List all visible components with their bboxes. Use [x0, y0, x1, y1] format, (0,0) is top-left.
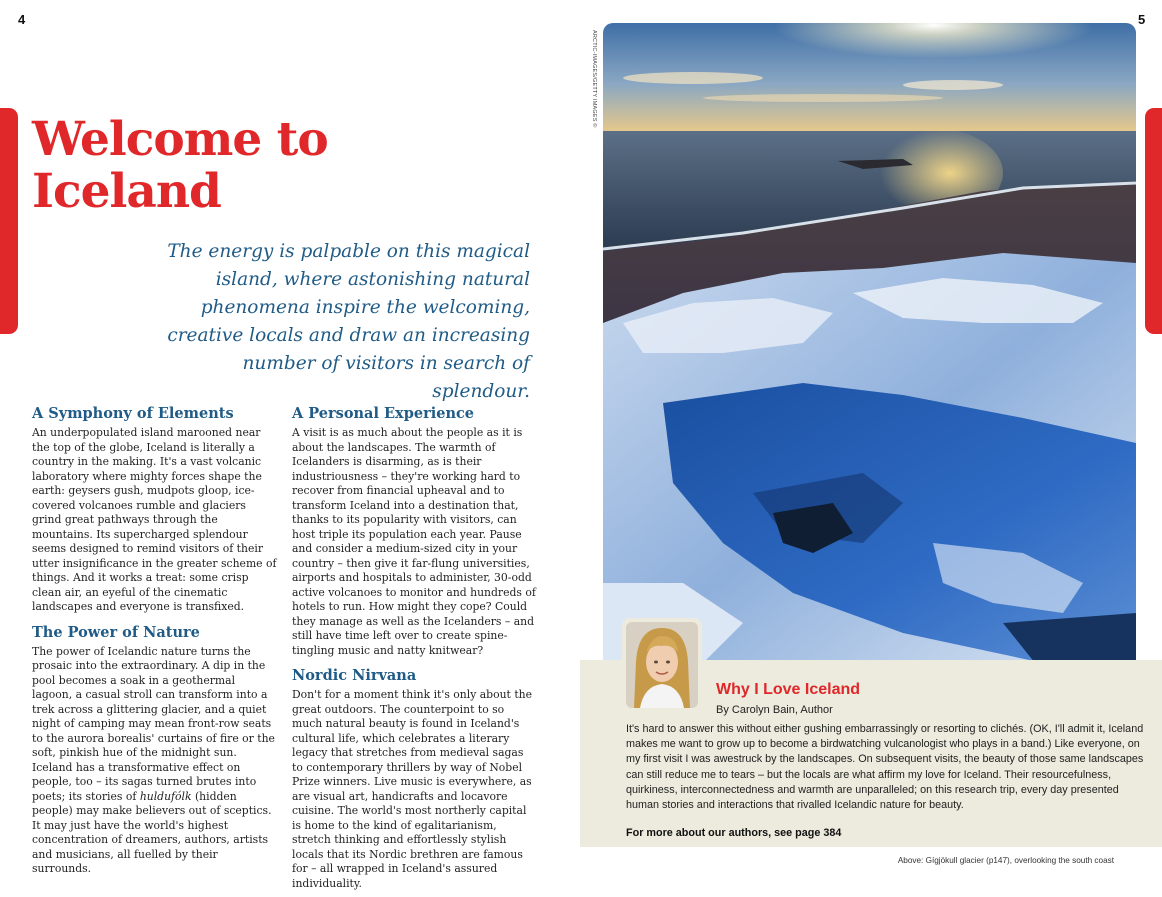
- intro-line: creative locals and draw an increasing: [167, 325, 530, 346]
- author-text: It's hard to answer this without either gushing embarrassingly or resorting to clichés. (OK, I'll admit it, Iceland makes me want to grow up to become a birdwatching vulcanologist who plays in a band.) Like everyone, on my first visit I was awestruck by the landscapes. On subsequent visits, the beauty of those same landscapes can still reduce me to tears – but the locals are what affirm my love for Iceland. Their resourcefulness, quirkiness, interconnectedness and warmth are unparalleled; on this research trip, every day presented human stories and interactions that rivalled Icelandic nature for beauty.: [626, 723, 1144, 812]
- intro-paragraph: [140, 238, 530, 406]
- chapter-tab-left: [0, 108, 18, 334]
- intro-line: island, where astonishing natural: [215, 269, 530, 290]
- section-heading-symphony: A Symphony of Elements: [32, 405, 234, 422]
- page-number-left: 4: [18, 12, 26, 27]
- author-portrait-image: [626, 622, 698, 708]
- section-heading-nordic: Nordic Nirvana: [292, 667, 417, 684]
- column-right: [292, 404, 537, 897]
- section-heading-power: The Power of Nature: [32, 623, 200, 641]
- section-body-power: The power of Icelandic nature turns the prosaic into the extraordinary. A dip in the pool becomes a soak in a geothermal lagoon, a casual stroll can transform into a trek across a glittering glacier, and a quiet night of camping may mean front-row seats to the aurora borealis' curtains of fire or the soft, pinkish hue of the midnight sun. Iceland has a transformative effect on people, too – its sagas turned brutes into poets; its stories of huldufólk (hidden people) may make believers out of sceptics. It may just have the world's highest concentration of dreamers, authors, artists and musicians, all fuelled by their surrounds.: [32, 644, 275, 875]
- glacier-aerial-image: [603, 23, 1136, 673]
- title-line-1: Welcome to: [32, 112, 328, 167]
- why-i-love-heading: Why I Love Iceland: [716, 681, 861, 698]
- photo-caption: Above: Gígjökull glacier (p147), overlooking the south coast: [897, 856, 1114, 865]
- column-left: [32, 404, 277, 885]
- glacier-photo: [603, 23, 1136, 673]
- page-title: [32, 114, 328, 218]
- author-byline: By Carolyn Bain, Author: [716, 704, 833, 716]
- page-number-right: 5: [1138, 12, 1146, 27]
- huldufolk-term: huldufólk: [139, 789, 192, 803]
- intro-line: number of visitors in search of splendour.: [242, 353, 530, 402]
- section-body-nordic: Don't for a moment think it's only about the great outdoors. The counterpoint to so much natural beauty is found in Iceland's cultural life, which celebrates a literary legacy that stretches from medieval sagas to contemporary thrillers by way of Nobel Prize winners. Live music is everywhere, as are visual art, handicrafts and locavore cuisine. The world's most northerly capital is home to the kind of egalitarianism, stretch thinking and effortlessly stylish locals that its Nordic brethren are famous for – all wrapped in Iceland's assured individuality.: [292, 688, 532, 890]
- more-authors-link[interactable]: For more about our authors, see page 384: [626, 827, 842, 839]
- section-body-personal: A visit is as much about the people as it is about the landscapes. The warmth of Icelanders is disarming, as is their industriousness – they're working hard to recover from financial upheaval and to transform Iceland into a destination that, thanks to its popularity with visitors, can host triple its population each year. Pause and consider a medium-sized city in your country – then give it far-flung universities, airports and hospitals to administer, 30-odd active volcanoes to monitor and hundreds of hotels to run. How might they cope? Could they manage as well as the Icelanders – and still have time left over to create spine-tingling music and natty knitwear?: [292, 426, 536, 657]
- photo-credit: ARCTIC-IMAGES/GETTY IMAGES ©: [591, 30, 597, 128]
- intro-line: phenomena inspire the welcoming,: [200, 297, 530, 318]
- section-heading-personal: A Personal Experience: [292, 405, 475, 422]
- intro-line: The energy is palpable on this magical: [167, 241, 530, 262]
- author-photo: [622, 618, 702, 712]
- chapter-tab-right: [1145, 108, 1162, 334]
- section-body-symphony: An underpopulated island marooned near the top of the globe, Iceland is literally a country in the making. It's a vast volcanic laboratory where mighty forces shape the earth: geysers gush, mudpots gloop, ice-covered volcanoes rumble and glaciers grind great pathways through the mountains. Its supercharged splendour seems designed to remind visitors of their utter insignificance in the greater scheme of things. And it works a treat: some crisp clean air, an eyeful of the cinematic landscapes and everyone is transfixed.: [32, 426, 277, 613]
- title-line-2: Iceland: [32, 164, 221, 219]
